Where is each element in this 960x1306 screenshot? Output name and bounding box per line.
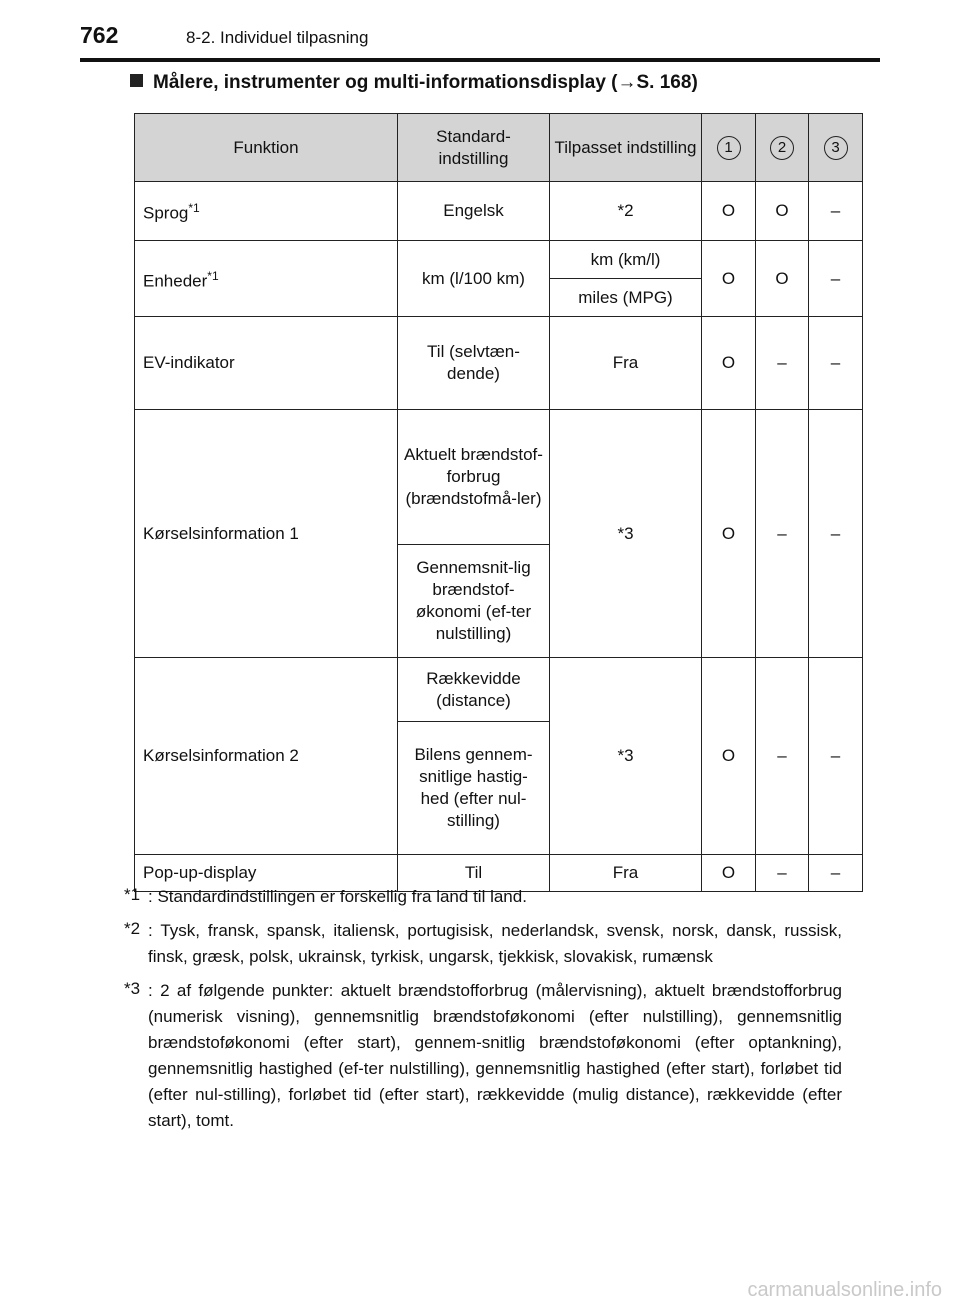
cell-3: –	[809, 317, 863, 410]
header-rule	[80, 58, 880, 62]
footnote-mark: *3	[124, 979, 141, 998]
default-cell: Aktuelt brændstof-forbrug (brændstofmå-ler)	[398, 410, 550, 545]
cell-1: O	[702, 410, 756, 658]
cell-2: O	[756, 182, 809, 241]
function-cell: Kørselsinformation 1	[135, 410, 398, 658]
footnote-text: : Tysk, fransk, spansk, italiensk, portugisisk, nederlandsk, svensk, norsk, dansk, russisk, finsk, græsk, polsk, ukrainsk, tyrkisk, ungarsk, tjekkisk, slovakisk, rumænsk	[148, 921, 842, 966]
default-cell: Til (selvtæn-dende)	[398, 317, 550, 410]
footnote	[124, 978, 842, 1134]
custom-cell: *3	[550, 410, 702, 658]
settings-table	[134, 113, 863, 892]
cell-3: –	[809, 658, 863, 855]
footnote	[124, 918, 842, 970]
table-row	[135, 658, 863, 722]
cell-2: –	[756, 658, 809, 855]
table-row	[135, 241, 863, 279]
cell-1: O	[702, 182, 756, 241]
function-cell: EV-indikator	[135, 317, 398, 410]
col-header-3	[809, 114, 863, 182]
default-cell: Bilens gennem-snitlige hastig-hed (efter nul-stilling)	[398, 722, 550, 855]
cell-2: –	[756, 317, 809, 410]
cell-2: O	[756, 241, 809, 317]
cell-1: O	[702, 658, 756, 855]
footnote-text: : Standardindstillingen er forskellig fra land til land.	[148, 887, 527, 906]
cell-1: O	[702, 241, 756, 317]
footnote	[124, 884, 842, 910]
custom-cell: *3	[550, 658, 702, 855]
function-cell: Kørselsinformation 2	[135, 658, 398, 855]
function-cell: Pop-up-display	[135, 855, 398, 892]
col-header-2	[756, 114, 809, 182]
cell-2: –	[756, 410, 809, 658]
function-cell: Sprog$^{*1}$	[135, 182, 398, 241]
default-cell: Gennemsnit-lig brændstof-økonomi (ef-ter nulstilling)	[398, 545, 550, 658]
watermark: carmanualsonline.info	[747, 1279, 942, 1301]
cell-3: –	[809, 241, 863, 317]
circled-number-1: 1	[717, 136, 741, 160]
default-cell: Engelsk	[398, 182, 550, 241]
table-row	[135, 182, 863, 241]
default-cell: Rækkevidde (distance)	[398, 658, 550, 722]
table-header-row	[135, 114, 863, 182]
custom-cell: *2	[550, 182, 702, 241]
function-cell: Enheder$^{*1}$	[135, 241, 398, 317]
custom-cell: km (km/l)	[550, 241, 702, 279]
cell-1: O	[702, 317, 756, 410]
table-row	[135, 317, 863, 410]
cell-1: O	[702, 855, 756, 892]
default-cell: Til	[398, 855, 550, 892]
custom-cell: miles (MPG)	[550, 279, 702, 317]
footnote-mark: *1	[124, 885, 141, 904]
circled-number-3: 3	[824, 136, 848, 160]
footnote-mark: *2	[124, 919, 141, 938]
custom-cell: Fra	[550, 317, 702, 410]
col-header-function: Funktion	[135, 114, 398, 182]
custom-cell: Fra	[550, 855, 702, 892]
section-heading	[130, 72, 698, 94]
cell-3: –	[809, 182, 863, 241]
default-cell: km (l/100 km)	[398, 241, 550, 317]
col-header-1	[702, 114, 756, 182]
col-header-default: Standard-indstilling	[398, 114, 550, 182]
heading-text: Målere, instrumenter og multi-informationsdisplay (→S. 168)	[153, 72, 698, 93]
cell-3: –	[809, 855, 863, 892]
section-title: 8-2. Individuel tilpasning	[186, 28, 369, 47]
square-bullet-icon	[130, 74, 143, 87]
footnote-text: : 2 af følgende punkter: aktuelt brændstofforbrug (målervisning), aktuelt brændstofforbrug (numerisk visning), gennemsnitlig brændstoføkonomi (efter nulstilling), gennemsnitlig brændstoføkonomi (efter start), gennem-snitlig brændstoføkonomi (efter optankning), gennemsnitlig hastighed (ef-ter nulstilling), gennemsnitlig hastighed (efter start), forløbet tid (efter nul-stilling), forløbet tid (efter start), rækkevidde (mulig distance), rækkevidde (efter start), tomt.	[148, 981, 842, 1130]
circled-number-2: 2	[770, 136, 794, 160]
table-row	[135, 410, 863, 545]
col-header-custom: Tilpasset indstilling	[550, 114, 702, 182]
page-number: 762	[80, 22, 119, 48]
cell-3: –	[809, 410, 863, 658]
footnotes	[124, 884, 842, 1142]
cell-2: –	[756, 855, 809, 892]
